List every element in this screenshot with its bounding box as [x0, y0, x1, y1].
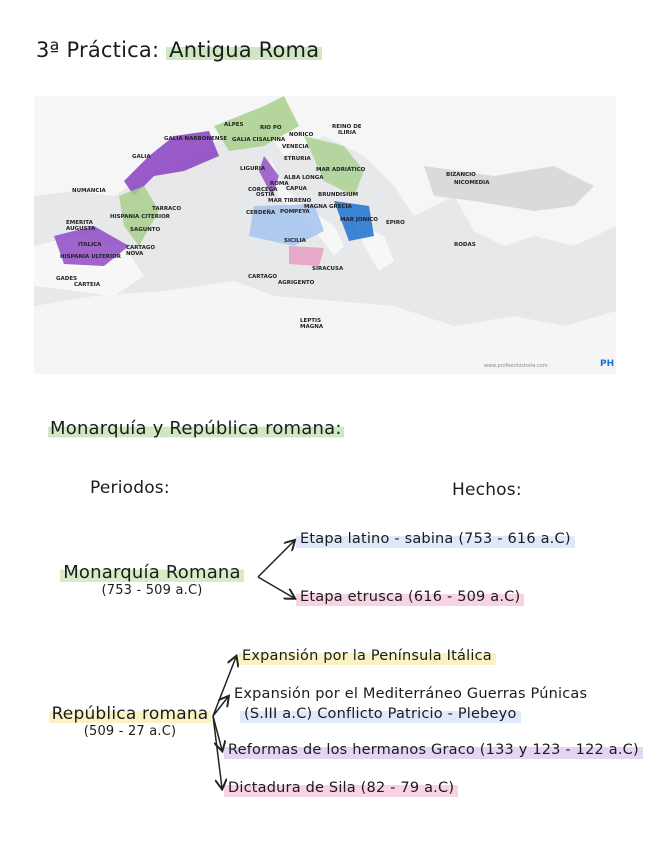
svg-text:HISPANIA CITERIOR: HISPANIA CITERIOR [110, 214, 170, 220]
monarquia-dates: (753 - 509 a.C) [101, 583, 203, 598]
republica-name: República romana [49, 704, 212, 724]
republica-dates: (509 - 27 a.C) [83, 724, 177, 739]
svg-text:GADES: GADES [56, 276, 78, 282]
monarquia-name: Monarquía Romana [60, 562, 244, 583]
periods-heading: Periodos: [90, 478, 170, 498]
svg-text:ILIRIA: ILIRIA [338, 130, 357, 136]
svg-text:AUGUSTA: AUGUSTA [66, 226, 96, 232]
svg-text:ITALICA: ITALICA [78, 242, 102, 248]
svg-text:MAR ADRIÁTICO: MAR ADRIÁTICO [316, 167, 366, 173]
section-title: Monarquía y República romana: [50, 418, 342, 439]
republica-fact-5: Dictadura de Sila (82 - 79 a.C) [224, 778, 458, 798]
svg-text:VENECIA: VENECIA [282, 144, 309, 150]
svg-text:NOVA: NOVA [126, 251, 144, 257]
svg-text:CARTAGO: CARTAGO [248, 274, 278, 280]
svg-text:TARRACO: TARRACO [152, 206, 182, 212]
svg-text:CAPUA: CAPUA [286, 186, 307, 192]
svg-text:SICILIA: SICILIA [284, 238, 306, 244]
svg-text:EMERITA: EMERITA [66, 220, 93, 226]
svg-text:CERDEÑA: CERDEÑA [246, 210, 276, 216]
svg-text:GALIA: GALIA [132, 154, 151, 160]
svg-text:CARTAGO: CARTAGO [126, 245, 156, 251]
republica-fact-4: Reformas de los hermanos Graco (133 y 123 - 122 a.C) [224, 740, 643, 760]
svg-text:MAR JONICO: MAR JONICO [340, 217, 378, 223]
svg-text:ROMA: ROMA [270, 181, 289, 187]
monarquia-fact-1: Etapa latino - sabina (753 - 616 a.C) [296, 529, 575, 549]
svg-text:GALIA CISALPINA: GALIA CISALPINA [232, 137, 286, 143]
republica-arrows [213, 657, 236, 788]
svg-text:HISPANIA ULTERIOR: HISPANIA ULTERIOR [60, 254, 121, 260]
svg-text:POMPEYA: POMPEYA [280, 209, 310, 215]
svg-text:MAR TIRRENO: MAR TIRRENO [268, 198, 312, 204]
svg-text:LEPTIS: LEPTIS [300, 318, 322, 324]
svg-text:NICOMEDIA: NICOMEDIA [454, 180, 490, 186]
svg-text:ALBA LONGA: ALBA LONGA [284, 175, 324, 181]
facts-heading: Hechos: [452, 480, 522, 500]
svg-text:PH: PH [600, 359, 615, 369]
republica-fact-1: Expansión por la Península Itálica [238, 646, 496, 666]
svg-text:GALIA NARBONENSE: GALIA NARBONENSE [164, 136, 228, 142]
svg-text:RODAS: RODAS [454, 242, 476, 248]
svg-text:MAGNA: MAGNA [300, 324, 324, 330]
monarquia-arrows [258, 541, 294, 598]
title-highlight: Antigua Roma [166, 38, 322, 62]
republica-fact-3: (S.III a.C) Conflicto Patricio - Plebeyo [240, 704, 521, 724]
svg-text:BIZANCIO: BIZANCIO [446, 172, 476, 178]
republica-fact-2: Expansión por el Mediterráneo Guerras Púnicas [234, 686, 588, 702]
svg-text:OSTIA: OSTIA [256, 192, 275, 198]
svg-text:AGRIGENTO: AGRIGENTO [278, 280, 315, 286]
svg-text:RIO PO: RIO PO [260, 125, 282, 131]
svg-text:NUMANCIA: NUMANCIA [72, 188, 106, 194]
svg-text:NORICO: NORICO [289, 132, 314, 138]
svg-text:CARTEIA: CARTEIA [74, 282, 101, 288]
title-prefix: 3ª Práctica: [36, 38, 160, 62]
svg-text:SIRACUSA: SIRACUSA [312, 266, 344, 272]
monarquia-fact-2: Etapa etrusca (616 - 509 a.C) [296, 587, 524, 607]
svg-text:ETRURIA: ETRURIA [284, 156, 311, 162]
svg-text:ALPES: ALPES [224, 122, 244, 128]
svg-text:CORCEGA: CORCEGA [248, 187, 278, 193]
svg-text:EPIRO: EPIRO [386, 220, 405, 226]
svg-text:www.profeenhistoria.com: www.profeenhistoria.com [484, 363, 548, 369]
svg-text:LIGURIA: LIGURIA [240, 166, 266, 172]
svg-text:BRUNDISIUM: BRUNDISIUM [318, 192, 359, 198]
svg-text:REINO DE: REINO DE [332, 124, 362, 130]
svg-text:MAGNA GRECIA: MAGNA GRECIA [304, 204, 352, 210]
svg-text:SAGUNTO: SAGUNTO [130, 227, 161, 233]
